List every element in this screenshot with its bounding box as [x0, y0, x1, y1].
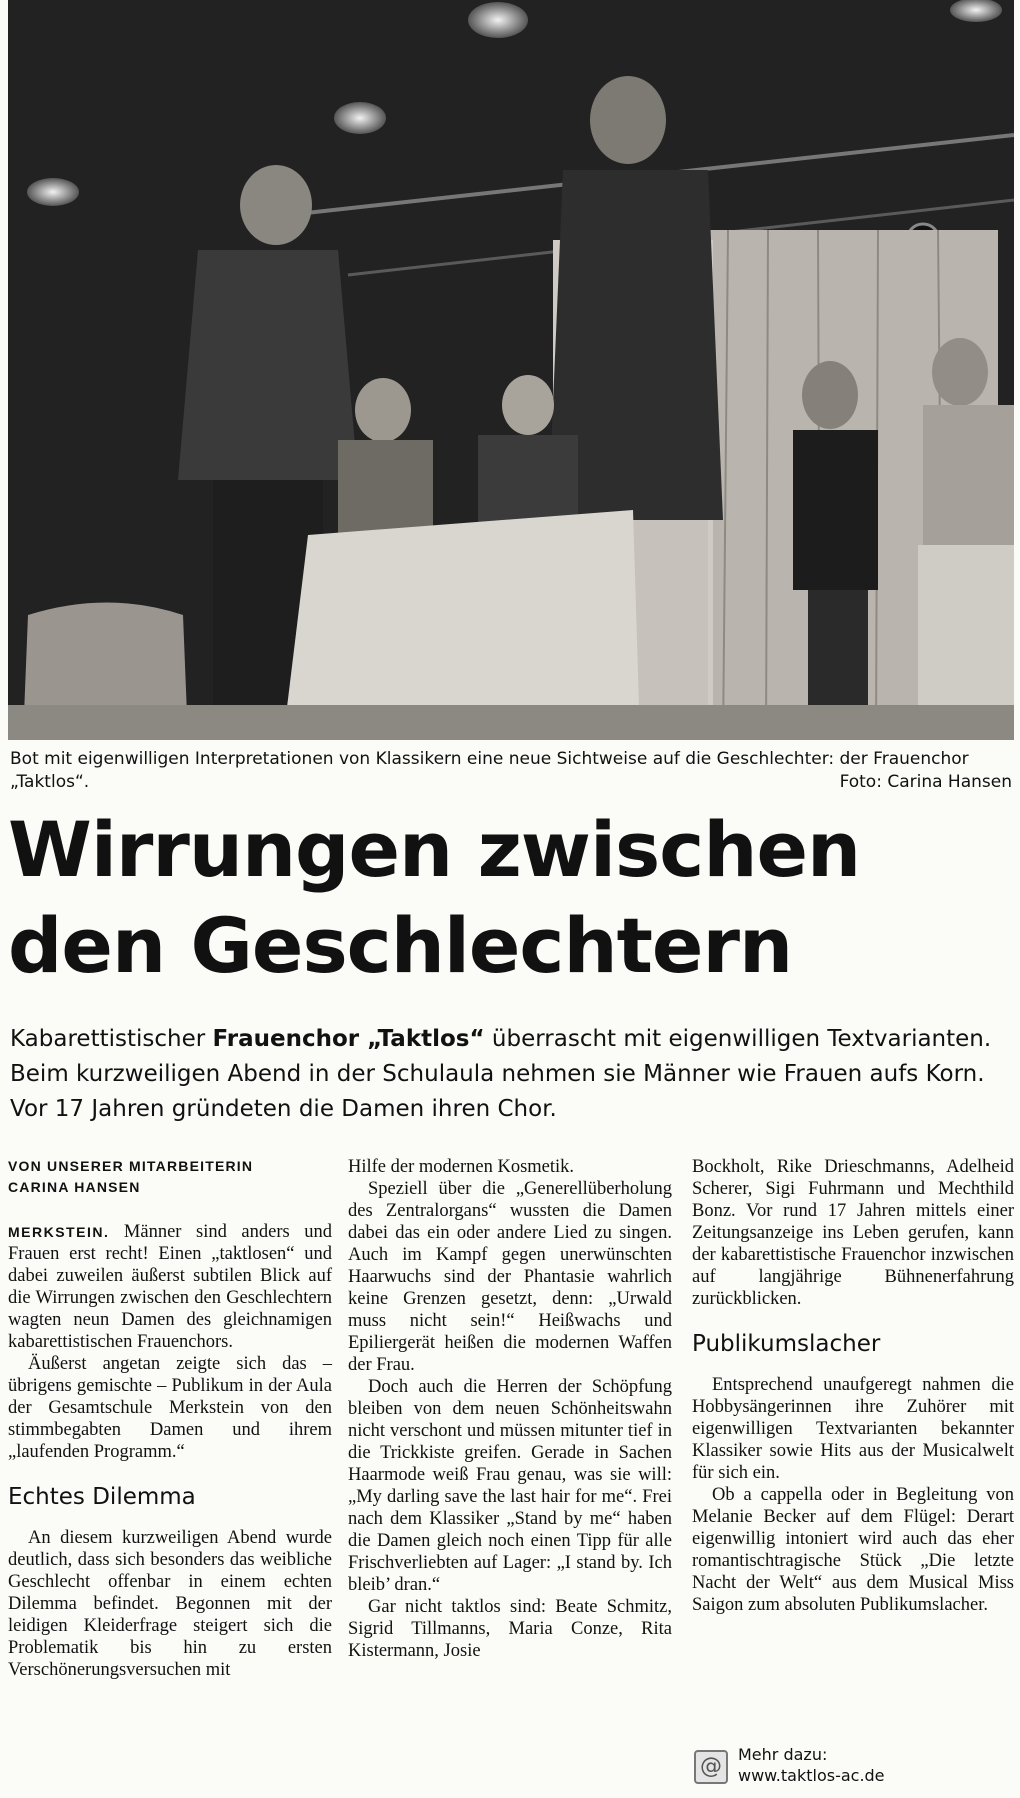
caption-text: Bot mit eigenwilligen Interpretationen von Klassikern eine neue Sichtweise auf die Geschlechter: der Frauenchor „Taktlos“.: [10, 749, 969, 792]
dateline: MERKSTEIN.: [8, 1224, 110, 1240]
paragraph: Gar nicht taktlos sind: Beate Schmitz, Sigrid Tillmanns, Maria Conze, Rita Kistermann, Josie: [348, 1597, 672, 1661]
subheading: Publikumslacher: [692, 1331, 881, 1357]
stage-photo: [8, 0, 1014, 740]
paragraph: Bockholt, Rike Drieschmanns, Adelheid Scherer, Sigi Fuhrmann und Mechthild Bonz. Vor rund 17 Jahren mittels einer Zeitungsanzeige ins Leben gerufen, kann der kabarettistische Frauenchor inzwischen auf langjährige Bühnenerfahrung zurückblicken.: [692, 1157, 1014, 1309]
lead-part-1: Kabarettistischer: [10, 1026, 213, 1052]
article-photo: [8, 0, 1014, 740]
lead-paragraph: [10, 1022, 1010, 1127]
article-column-3: [692, 1156, 1014, 1616]
subheading: Echtes Dilemma: [8, 1484, 196, 1510]
headline-line-1: Wirrungen zwischen: [8, 805, 861, 894]
headline: [8, 802, 1008, 994]
paragraph: An diesem kurzweiligen Abend wurde deutlich, dass sich besonders das weibliche Geschlecht offenbar in einem echten Dilemma befindet. Begonnen mit der leidigen Kleiderfrage steigert sich die Problematik bis hin zu ersten Verschönerungsversuchen mit: [8, 1528, 332, 1680]
paragraph: Doch auch die Herren der Schöpfung bleiben von dem neuen Schönheitswahn nicht verschont und müssen mitunter tief in die Trickkiste greifen. Gerade in Sachen Haarmode weiß Frau genau, was sie will: „My darling save the last hair for me“. Frei nach dem Klassiker „Stand by me“ haben die Damen gleich noch einen Tipp für alle Frischverliebten auf Lager: „I stand by. Ich bleib’ dran.“: [348, 1377, 672, 1595]
more-link[interactable]: www.taktlos-ac.de: [738, 1766, 885, 1785]
photo-caption: [10, 748, 1012, 794]
paragraph: Äußerst angetan zeigte sich das – übrigens gemischte – Publikum in der Aula der Gesamtschule Merkstein von den stimmbegabten Damen und ihrem „laufenden Programm.“: [8, 1354, 332, 1462]
byline: [8, 1156, 332, 1198]
paragraph: Entsprechend unaufgeregt nahmen die Hobbysängerinnen ihre Zuhörer mit eigenwilligen Textvarianten bekannter Klassiker sowie Hits aus der Musicalwelt für sich ein.: [692, 1375, 1014, 1483]
photo-credit: Foto: Carina Hansen: [839, 772, 1012, 792]
paragraph-text: Männer sind anders und Frauen erst recht! Einen „taktlosen“ und dabei zuweilen äußerst subtilen Blick auf die Wirrungen zwischen den Geschlechtern wagten neun Damen des gleichnamigen kabarettistischen Frauenchors.: [8, 1222, 332, 1352]
byline-line-1: VON UNSERER MITARBEITERIN: [8, 1158, 254, 1174]
more-info-box: [692, 1744, 1012, 1794]
more-label: Mehr dazu:: [738, 1745, 828, 1764]
paragraph: Ob a cappella oder in Begleitung von Melanie Becker auf dem Flügel: Derart eigenwillig intoniert wird auch das eher romantischtragische Stück „Die letzte Nacht der Welt“ aus dem Musical Miss Saigon zum absoluten Publikumslacher.: [692, 1485, 1014, 1615]
headline-line-2: den Geschlechtern: [8, 901, 793, 990]
paragraph: [8, 1221, 332, 1353]
lead-bold: Frauenchor „Taktlos“: [212, 1026, 485, 1052]
article-column-2: [348, 1156, 672, 1662]
byline-line-2: CARINA HANSEN: [8, 1179, 141, 1195]
paragraph: Hilfe der modernen Kosmetik.: [348, 1157, 575, 1177]
article-column-1: [8, 1156, 332, 1681]
paragraph: Speziell über die „Generellüberholung des Zentralorgans“ wussten die Damen dabei das ein oder andere Lied zu singen. Auch im Kampf gegen unerwünschten Haarwuchs sind der Phantasie wahrlich keine Grenzen gesetzt, denn: „Urwald muss nicht sein!“ Heißwachs und Epiliergerät heißen die modernen Waffen der Frau.: [348, 1179, 672, 1375]
lead-part-2: überrascht mit eigenwilligen Textvarianten. Beim kurzweiligen Abend in der Schulaula nehmen sie Männer wie Frauen aufs Korn. Vor 17 Jahren gründeten die Damen ihren Chor.: [10, 1026, 992, 1122]
more-info-text: [738, 1744, 885, 1786]
at-icon: @: [694, 1750, 728, 1784]
